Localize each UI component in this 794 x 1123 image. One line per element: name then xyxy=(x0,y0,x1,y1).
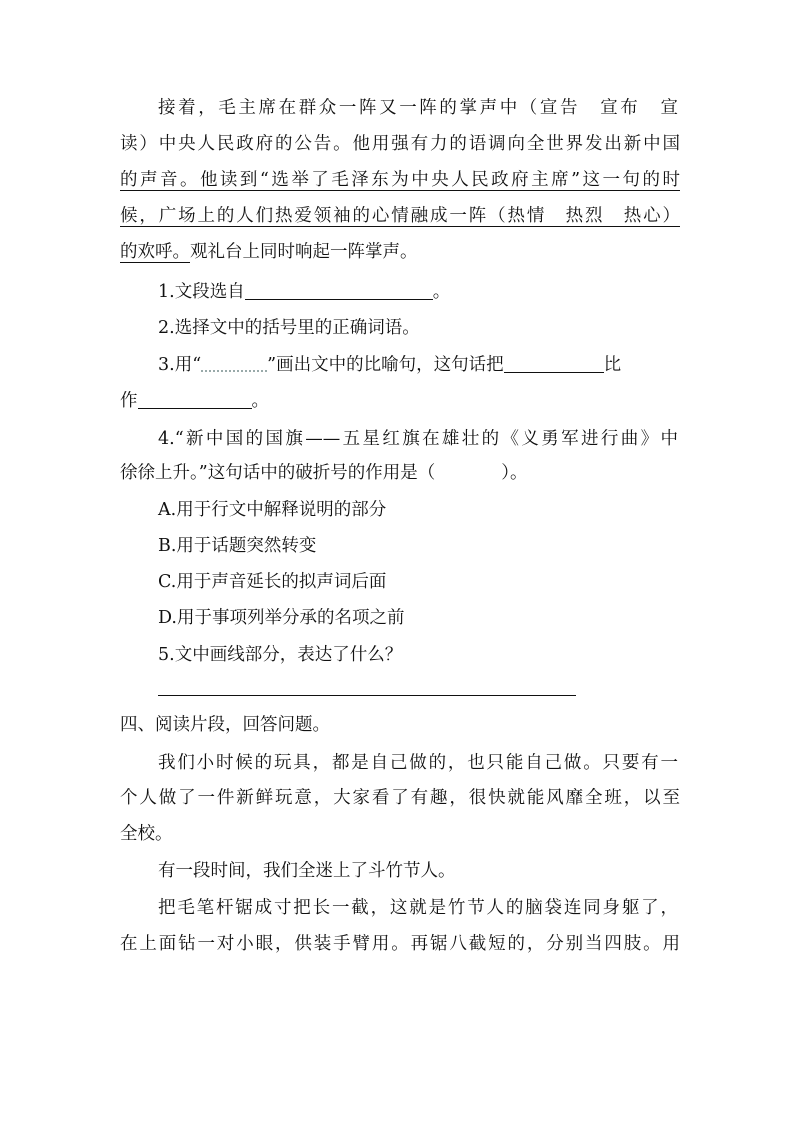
section-4-p3-line-2: 在上面钻一对小眼，供装手臂用。再锯八截短的，分别当四肢。用 xyxy=(120,934,680,954)
underlined-phrase: 的欢呼。 xyxy=(120,242,190,262)
question-3-text-c: 比 xyxy=(603,355,622,375)
question-1-text: 1.文段选自 xyxy=(158,282,245,302)
question-3 xyxy=(158,353,678,377)
question-3-end: 。 xyxy=(251,391,269,411)
passage-line-3-underlined: 的声音。他读到“选举了毛泽东为中央人民政府主席”这一句的时 xyxy=(120,170,680,190)
option-a: A.用于行文中解释说明的部分 xyxy=(158,500,387,520)
answer-blank-3a[interactable] xyxy=(504,354,604,373)
answer-blank-1[interactable] xyxy=(245,281,433,300)
passage-line-1: 接着，毛主席在群众一阵又一阵的掌声中（宣告 宣布 宣 xyxy=(158,98,678,118)
question-4-text: 徐徐上升。”这句话中的破折号的作用是（ xyxy=(120,463,436,483)
question-3-text-d: 作 xyxy=(120,391,138,411)
passage-line-2: 读）中央人民政府的公告。他用强有力的语调向全世界发出新中国 xyxy=(120,134,680,154)
passage-line-4-underlined: 候，广场上的人们热爱领袖的心情融成一阵（热情 热烈 热心） xyxy=(120,206,680,226)
section-4-p2: 有一段时间，我们全迷上了斗竹节人。 xyxy=(158,861,456,881)
question-3-text-a: 3.用“ xyxy=(158,355,202,375)
section-4-p3-line-1: 把毛笔杆锯成寸把长一截，这就是竹节人的脑袋连同身躯了， xyxy=(158,898,678,918)
question-4-line-2 xyxy=(120,461,680,485)
wavy-line-symbol xyxy=(201,358,267,372)
section-4-p1-line-2: 个人做了一件新鲜玩意，大家看了有趣，很快就能风靡全班，以至 xyxy=(120,788,680,808)
option-c: C.用于声音延长的拟声词后面 xyxy=(158,572,387,592)
section-4-p1-line-3: 全校。 xyxy=(120,824,173,844)
question-3-text-b: ”画出文中的比喻句，这句话把 xyxy=(267,355,504,375)
option-d: D.用于事项列举分承的名项之前 xyxy=(158,608,405,628)
question-4-line-1: 4.“新中国的国旗——五星红旗在雄壮的《义勇军进行曲》中 xyxy=(158,429,678,449)
question-5: 5.文中画线部分，表达了什么？ xyxy=(158,645,403,665)
passage-line-5-rest: 观礼台上同时响起一阵掌声。 xyxy=(190,242,418,262)
question-1 xyxy=(158,280,678,304)
section-4-heading: 四、阅读片段，回答问题。 xyxy=(120,715,330,735)
question-1-end: 。 xyxy=(432,282,451,302)
question-3-cont xyxy=(120,389,680,413)
answer-blank-3b[interactable] xyxy=(138,390,252,409)
question-4-end: ）。 xyxy=(501,463,528,483)
answer-line-5[interactable] xyxy=(158,695,576,696)
question-2: 2.选择文中的括号里的正确词语。 xyxy=(158,318,420,338)
option-b: B.用于话题突然转变 xyxy=(158,536,317,556)
passage-line-5 xyxy=(120,240,680,264)
section-4-p1-line-1: 我们小时候的玩具，都是自己做的，也只能自己做。只要有一 xyxy=(158,753,678,773)
